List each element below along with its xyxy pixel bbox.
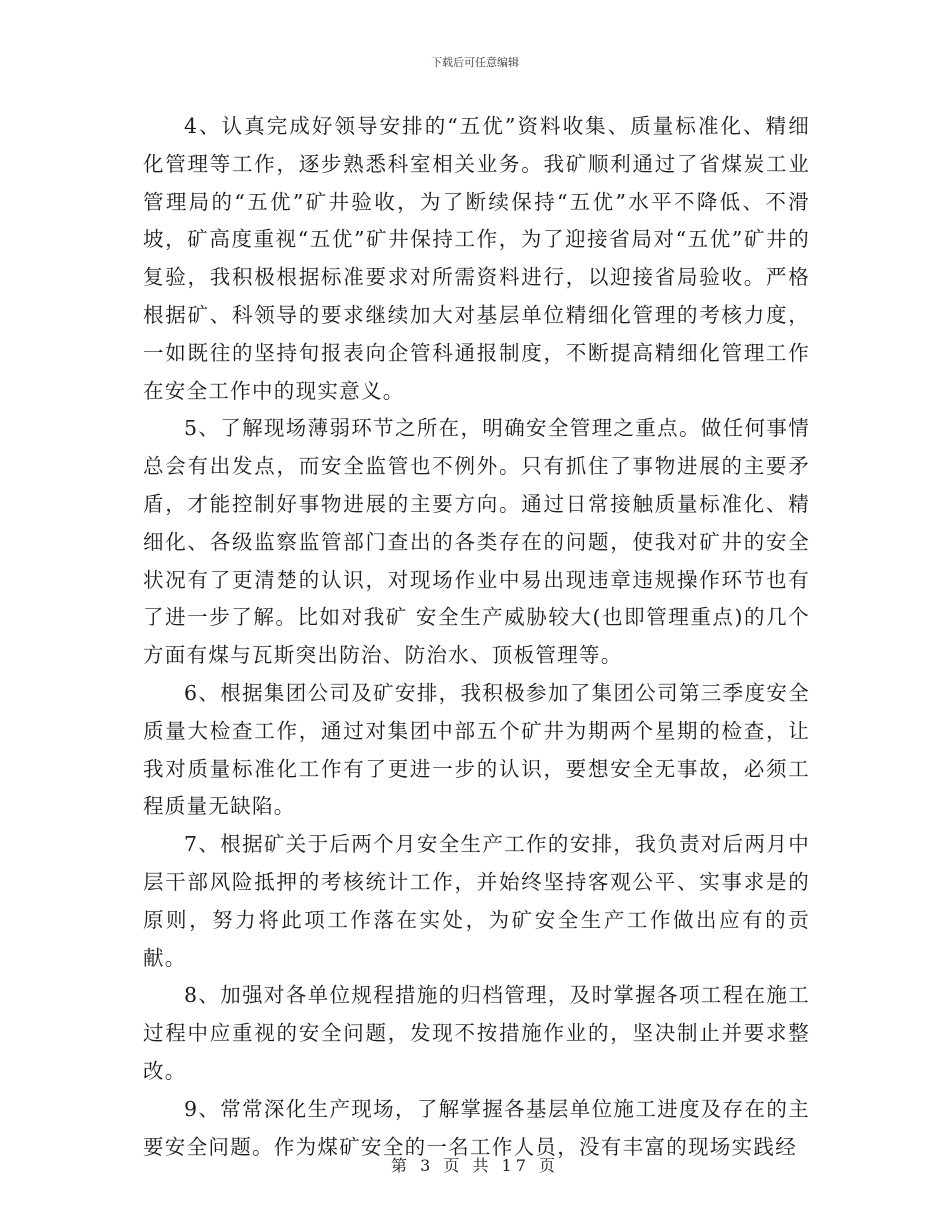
- page-header: 下载后可任意编辑: [431, 56, 519, 69]
- paragraph-6: 6、根据集团公司及矿安排，我积极参加了集团公司第三季度安全质量大检查工作，通过对集团中部五个矿井为期两个星期的检查，让我对质量标准化工作有了更进一步的认识，要想安全无事故，必须工程质量无缺陷。: [143, 680, 810, 819]
- paragraph-7: 7、根据矿关于后两个月安全生产工作的安排，我负责对后两月中层干部风险抵押的考核统计工作，并始终坚持客观公平、实事求是的原则，努力将此项工作落在实处，为矿安全生产工作做出应有的贡献。: [143, 832, 810, 970]
- paragraph-9: 9、常常深化生产现场，了解掌握各基层单位施工进度及存在的主要安全问题。作为煤矿安全的一名工作人员，没有丰富的现场实践经: [143, 1096, 810, 1159]
- paragraph-5: 5、了解现场薄弱环节之所在，明确安全管理之重点。做任何事情总会有出发点，而安全监管也不例外。只有抓住了事物进展的主要矛盾，才能控制好事物进展的主要方向。通过日常接触质量标准化、精细化、各级监察监管部门查出的各类存在的问题，使我对矿井的安全状况有了更清楚的认识，对现场作业中易出现违章违规操作环节也有了进一步了解。比如对我矿 安全生产威胁较大(也即管理重点)的几个方面有煤与瓦斯突出防治、防治水、顶板管理等。: [143, 416, 810, 668]
- paragraph-8: 8、加强对各单位规程措施的归档管理，及时掌握各项工程在施工过程中应重视的安全问题，发现不按措施作业的，坚决制止并要求整改。: [143, 983, 810, 1083]
- paragraph-4: 4、认真完成好领导安排的“五优”资料收集、质量标准化、精细化管理等工作，逐步熟悉科室相关业务。我矿顺利通过了省煤炭工业管理局的“五优”矿井验收，为了断续保持“五优”水平不降低、不滑坡，矿高度重视“五优”矿井保持工作，为了迎接省局对“五优”矿井的复验，我积极根据标准要求对所需资料进行，以迎接省局验收。严格根据矿、科领导的要求继续加大对基层单位精细化管理的考核力度，一如既往的坚持旬报表向企管科通报制度，不断提高精细化管理工作在安全工作中的现实意义。: [143, 114, 810, 403]
- page-number-footer: 第 3 页 共 17 页: [391, 1156, 559, 1175]
- document-body: [143, 108, 810, 1166]
